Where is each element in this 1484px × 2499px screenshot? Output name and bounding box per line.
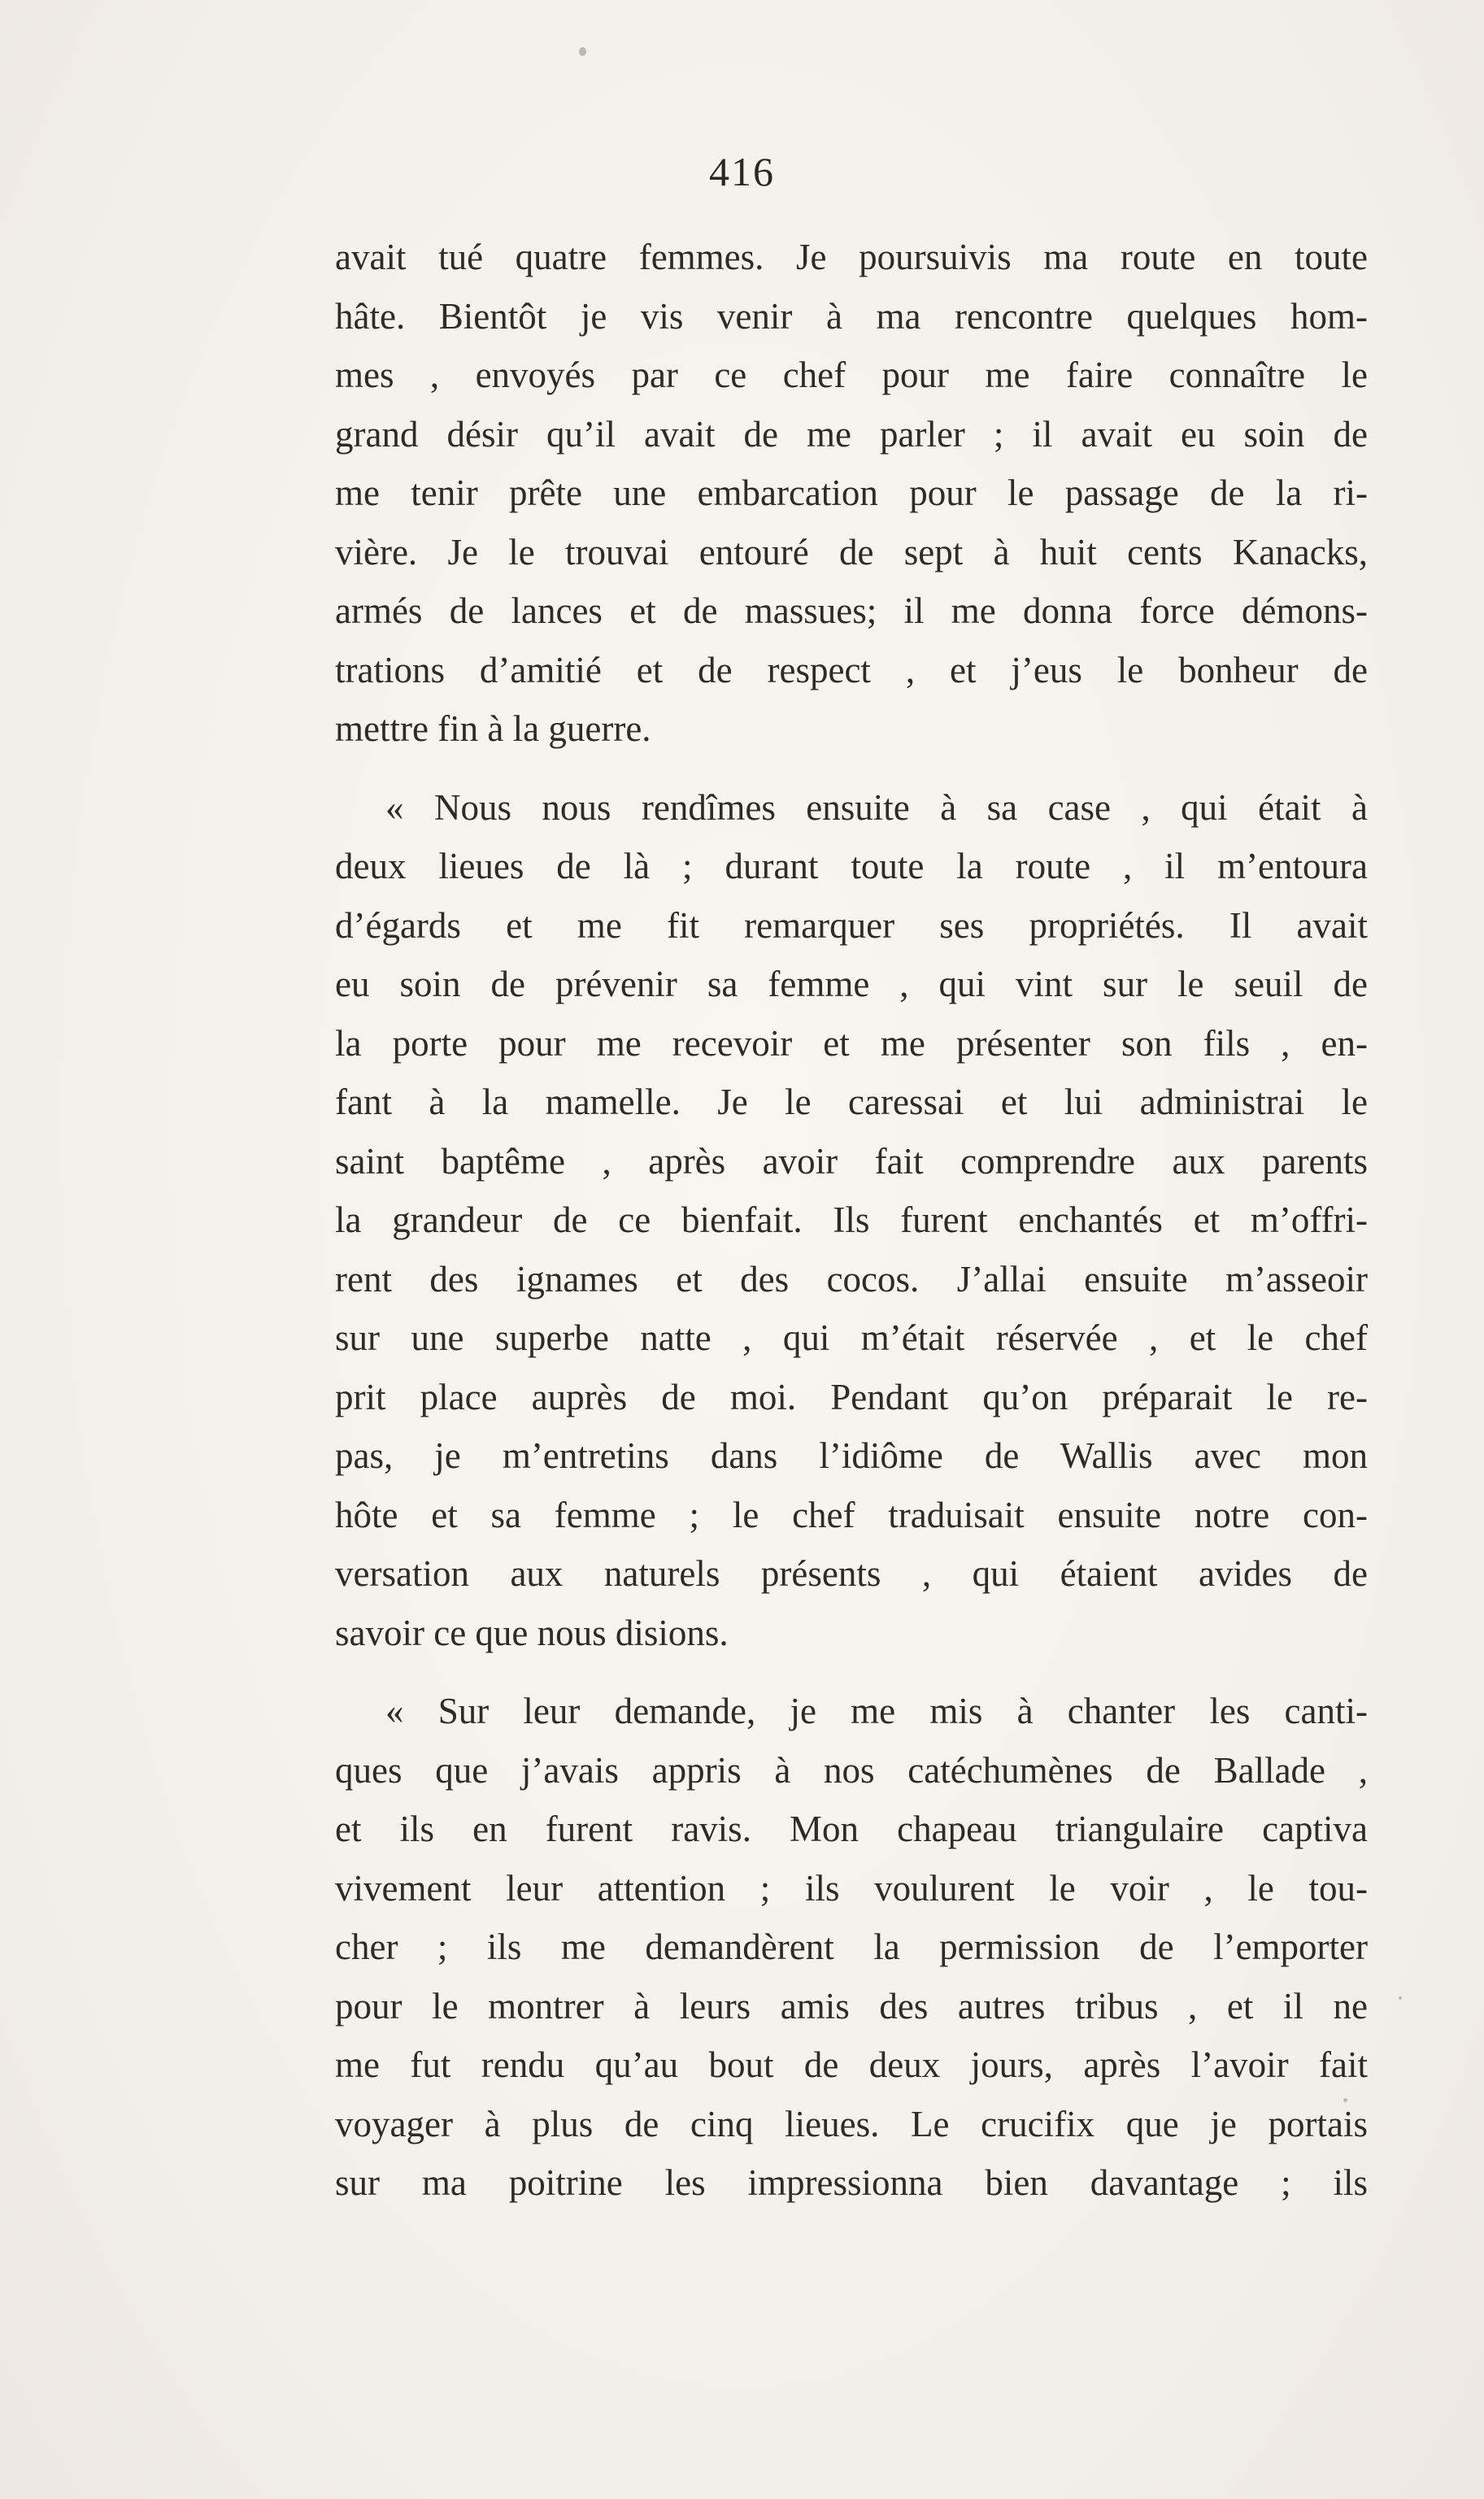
text-line: pour le montrer à leurs amis des autres tribus , et il ne: [335, 1985, 1368, 2027]
text-line: avait tué quatre femmes. Je poursuivis ma route en toute: [335, 237, 1368, 277]
text-line: vivement leur attention ; ils voulurent le voir , le tou-: [335, 1867, 1368, 1909]
text-line: eu soin de prévenir sa femme , qui vint sur le seuil de: [335, 964, 1368, 1004]
body-text: [335, 228, 1368, 2213]
text-line: savoir ce que nous disions.: [335, 1612, 729, 1653]
text-line: versation aux naturels présents , qui étaient avides de: [335, 1553, 1368, 1594]
text-line: me tenir prête une embarcation pour le passage de la ri-: [335, 472, 1368, 513]
text-line: « Nous nous rendîmes ensuite à sa case , qui était à: [385, 786, 1368, 828]
text-line: cher ; ils me demandèrent la permission de l’emporter: [335, 1926, 1368, 1967]
page-number: 416: [709, 149, 775, 194]
text-line: la porte pour me recevoir et me présenter son fils , en-: [335, 1022, 1368, 1064]
text-line: deux lieues de là ; durant toute la route , il m’entoura: [335, 846, 1368, 886]
text-line: mes , envoyés par ce chef pour me faire connaître le: [335, 355, 1368, 395]
ink-speck: [1399, 1996, 1402, 2000]
text-line: prit place auprès de moi. Pendant qu’on préparait le re-: [335, 1376, 1368, 1417]
text-line: saint baptême , après avoir fait comprendre aux parents: [335, 1140, 1368, 1182]
text-line: sur une superbe natte , qui m’était réservée , et le chef: [335, 1317, 1368, 1358]
paragraph-2: [335, 778, 1368, 1663]
text-line: ques que j’avais appris à nos catéchumènes de Ballade ,: [335, 1749, 1368, 1791]
ink-speck: [579, 47, 586, 56]
text-line: pas, je m’entretins dans l’idiôme de Wallis avec mon: [335, 1435, 1368, 1476]
text-line: rent des ignames et des cocos. J’allai ensuite m’asseoir: [335, 1258, 1368, 1300]
paragraph-3: [335, 1682, 1368, 2213]
text-line: voyager à plus de cinq lieues. Le crucifix que je portais: [335, 2103, 1368, 2144]
text-line: d’égards et me fit remarquer ses propriétés. Il avait: [335, 904, 1368, 946]
text-line: fant à la mamelle. Je le caressai et lui administrai le: [335, 1082, 1368, 1122]
text-line: grand désir qu’il avait de me parler ; il avait eu soin de: [335, 413, 1368, 455]
text-line: mettre fin à la guerre.: [335, 708, 651, 749]
text-line: me fut rendu qu’au bout de deux jours, après l’avoir fait: [335, 2044, 1368, 2085]
text-line: vière. Je le trouvai entouré de sept à huit cents Kanacks,: [335, 531, 1368, 573]
text-line: hôte et sa femme ; le chef traduisait ensuite notre con-: [335, 1494, 1368, 1535]
paragraph-1: [335, 228, 1368, 759]
text-line: et ils en furent ravis. Mon chapeau triangulaire captiva: [335, 1809, 1368, 1849]
text-line: « Sur leur demande, je me mis à chanter les canti-: [385, 1691, 1368, 1731]
text-line: sur ma poitrine les impressionna bien davantage ; ils: [335, 2162, 1368, 2203]
text-line: la grandeur de ce bienfait. Ils furent enchantés et m’offri-: [335, 1199, 1368, 1240]
text-line: armés de lances et de massues; il me donna force démons-: [335, 590, 1368, 631]
text-line: trations d’amitié et de respect , et j’eus le bonheur de: [335, 649, 1368, 690]
text-line: hâte. Bientôt je vis venir à ma rencontre quelques hom-: [335, 295, 1368, 337]
